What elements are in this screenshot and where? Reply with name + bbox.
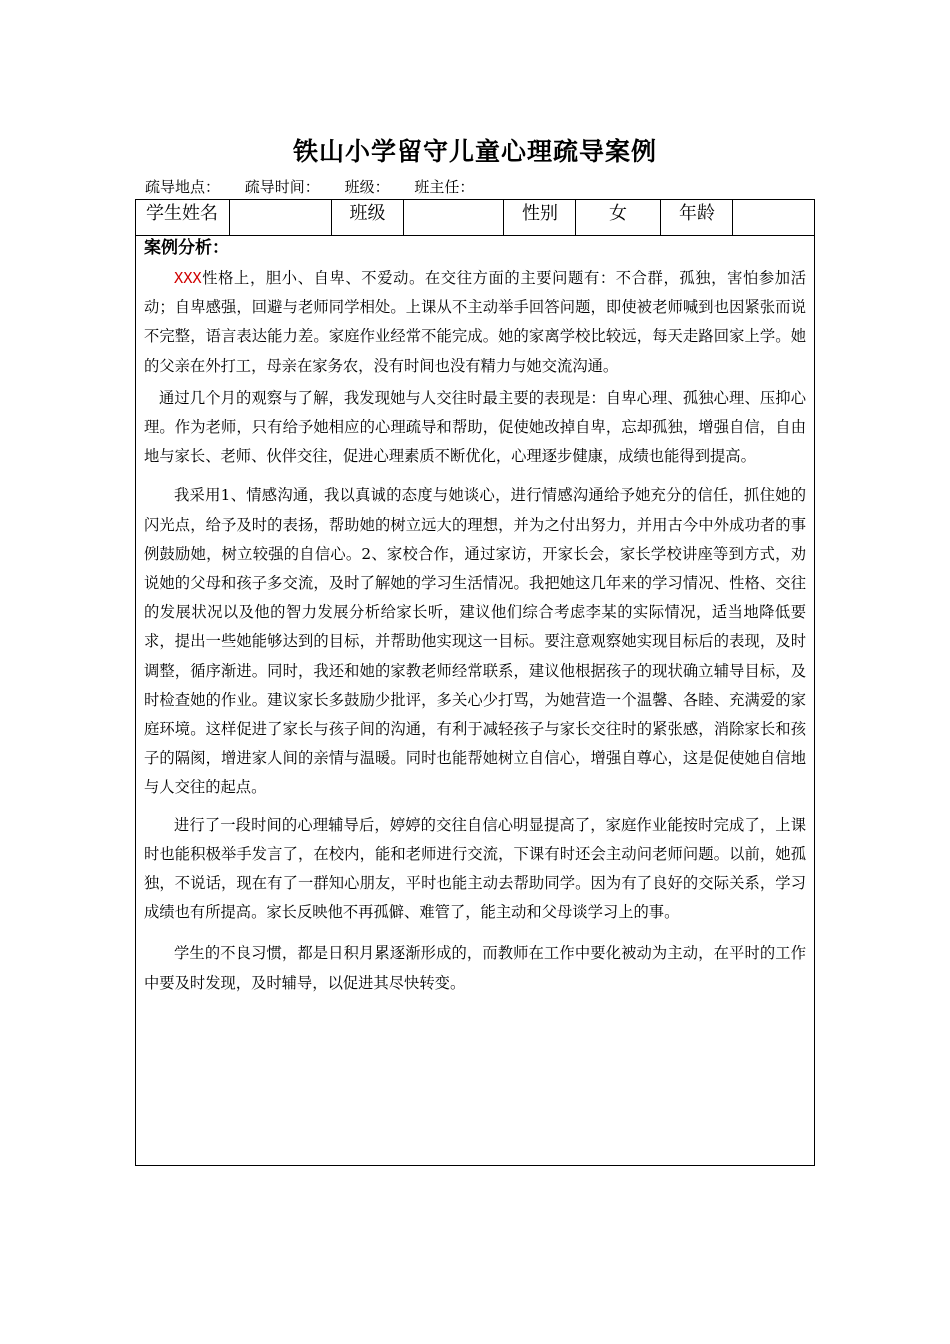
student-info-row xyxy=(136,200,814,236)
class-label: 班级 xyxy=(332,200,404,235)
paragraph-4: 进行了一段时间的心理辅导后，婷婷的交往自信心明显提高了，家庭作业能按时完成了，上课时也能积极举手发言了，在校内，能和老师进行交流，下课有时还会主动问老师问题。以前，她孤独，不说话，现在有了一群知心朋友，平时也能主动去帮助同学。因为有了良好的交际关系，学习成绩也有所提高。家长反映他不再孤僻、难管了，能主动和父母谈学习上的事。 xyxy=(144,815,806,922)
age-value[interactable] xyxy=(733,200,814,235)
paragraph-1 xyxy=(144,264,806,381)
class-value[interactable] xyxy=(404,200,504,235)
paragraph-5: 学生的不良习惯，都是日积月累逐渐形成的，而教师在工作中要化被动为主动，在平时的工作中要及时发现，及时辅导，以促进其尽快转变。 xyxy=(144,944,806,992)
class-meta-label: 班级： xyxy=(344,178,390,196)
location-label: 疏导地点： xyxy=(145,178,221,196)
paragraph-2: 通过几个月的观察与了解，我发现她与人交往时最主要的表现是：自卑心理、孤独心理、压抑心理。作为老师，只有给予她相应的心理疏导和帮助，促使她改掉自卑，忘却孤独，增强自信，自由地与家长、老师、伙伴交往，促进心理素质不断优化，心理逐步健康，成绩也能得到提高。 xyxy=(144,388,806,466)
student-placeholder-name: XXX xyxy=(174,269,202,287)
student-name-label: 学生姓名 xyxy=(136,200,230,235)
time-label: 疏导时间： xyxy=(244,178,320,196)
age-label: 年龄 xyxy=(661,200,733,235)
document-title: 铁山小学留守儿童心理疏导案例 xyxy=(292,137,657,166)
gender-label: 性别 xyxy=(504,200,576,235)
case-table xyxy=(135,199,815,1166)
paragraph-1-text: 性格上，胆小、自卑、不爱动。在交往方面的主要问题有：不合群，孤独，害怕参加活动；自卑感强，回避与老师同学相处。上课从不主动举手回答问题，即使被老师喊到也因紧张而说不完整，语言表达能力差。家庭作业经常不能完成。她的家离学校比较远，每天走路回家上学。她的父亲在外打工，母亲在家务农，没有时间也没有精力与她交流沟通。 xyxy=(144,269,806,375)
paragraph-3: 我采用1、情感沟通，我以真诚的态度与她谈心，进行情感沟通给予她充分的信任，抓住她的闪光点，给予及时的表扬，帮助她的树立远大的理想，并为之付出努力，并用古今中外成功者的事例鼓励她，树立较强的自信心。2、家校合作，通过家访，开家长会，家长学校讲座等到方式，劝说她的父母和孩子多交流，及时了解她的学习生活情况。我把她这几年来的学习情况、性格、交往的发展状况以及他的智力发展分析给家长听，建议他们综合考虑李某的实际情况，适当地降低要求，提出一些她能够达到的目标，并帮助他实现这一目标。要注意观察她实现目标后的表现，及时调整，循序渐进。同时，我还和她的家教老师经常联系，建议他根据孩子的现状确立辅导目标，及时检查她的作业。建议家长多鼓励少批评，多关心少打骂，为她营造一个温馨、各睦、充满爱的家庭环境。这样促进了家长与孩子间的沟通，有利于减轻孩子与家长交往时的紧张感，消除家长和孩子的隔阂，增进家人间的亲情与温暖。同时也能帮她树立自信心，增强自尊心，这是促使她自信地与人交往的起点。 xyxy=(144,486,806,797)
meta-line xyxy=(145,176,494,197)
case-analysis-body xyxy=(136,236,814,998)
gender-value[interactable]: 女 xyxy=(576,200,661,235)
section-title: 案例分析： xyxy=(144,238,229,258)
teacher-label: 班主任： xyxy=(414,178,475,196)
student-name-value[interactable] xyxy=(230,200,332,235)
